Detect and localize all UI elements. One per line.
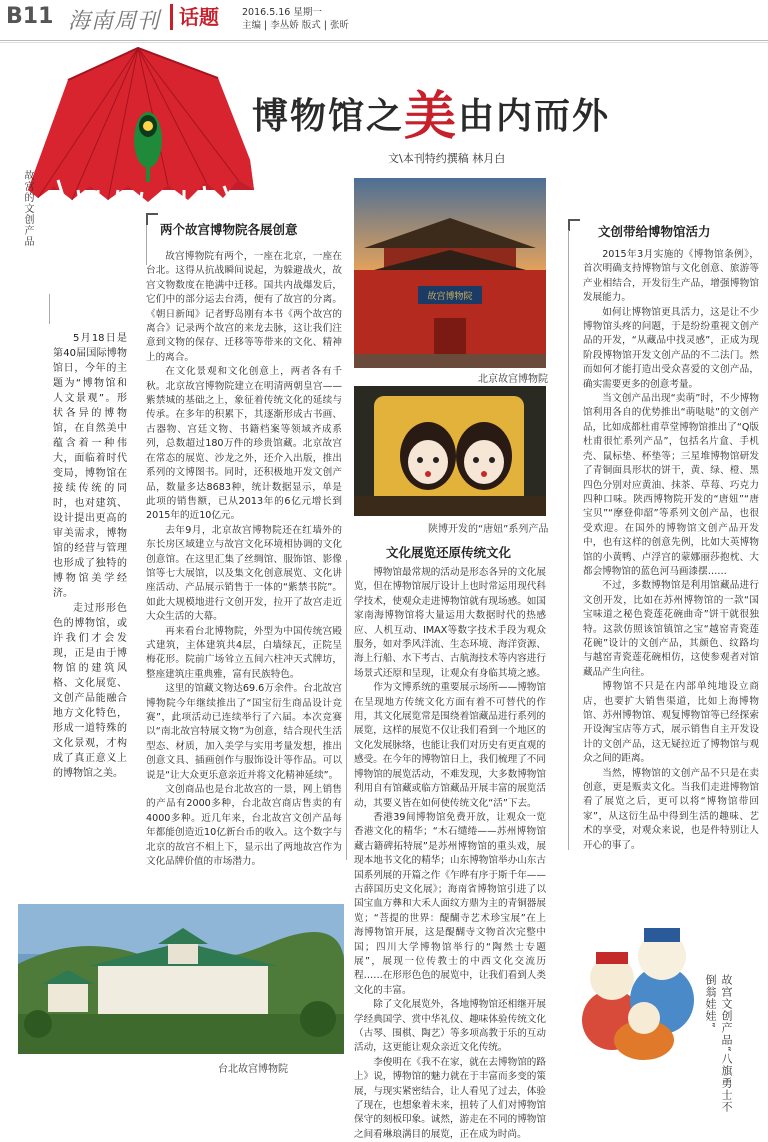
column-rule (346, 560, 347, 860)
paragraph: 去年9月，北京故宫博物院还在红墙外的东长房区域建立与故宫文化环境相协调的文化创意馆。在这里汇集了丝绸馆、服饰馆、影像馆等七大展馆，以及集文化创意展览、文化讲座活动、产品展示销售于一体的“紫禁书院”。如此大规模地进行文创开发，拉开了故宫走近大众生活的大幕。 (146, 524, 342, 623)
publication-logo: 海南周刊 (68, 9, 161, 34)
sidebar-paragraph: 5月18日是第40届国际博物馆日，今年的主题为“博物馆和人文景观”。形状各异的博物馆，在自然美中蕴含着一种伟大，面临着时代变局，博物馆在接续传统的同时，也对建筑、设计提出更高的审美需求，博物馆的经营与管理也形成了独特的博物馆美学经济。 (53, 333, 127, 599)
column-3 (583, 248, 759, 851)
umbrella-image (18, 40, 256, 220)
paragraph: 故宫博物院有两个，一座在北京，一座在台北。这得从抗战瞬间说起，为躲避战火，故宫文物数度在艳满中迁移。国共内战爆发后，它们中的部分运去台湾，便有了故宫的分离。《朝日新闻》记者野岛刚有本书《两个故宫的离合》记录两个故宫的来龙去脉，这让我们注意到文物的保存、迁移等等带来的文化、精神上的离合。 (146, 251, 342, 363)
tangniu-products-photo (354, 386, 546, 516)
title-emphasis: 美 (404, 86, 459, 147)
svg-text:故宫博物院: 故宫博物院 (427, 292, 473, 302)
paragraph: 博物馆最常规的活动是形态各异的文化展览，但在博物馆展厅设计上也时常运用现代科学技术，使观众走进博物馆就有现场感。如国家南海博物馆将大量运用大数据时代的热感应、人机互动、IMAX等数字技术手段为观众服务，如对季风洋流、生态环境、海洋资源、海上行船、水下考古、古航海技术等内容进行场景式还原和呈现，让观众有身临其境之感。 (354, 567, 546, 679)
section-3-title: 文创带给博物馆活力 (598, 224, 711, 239)
title-part-2: 由内而外 (458, 96, 611, 137)
paragraph: 博物馆不只是在内部单纯地设立商店，也要扩大销售渠道，比如上海博物馆、苏州博物馆、观复博物馆等已经探索开设淘宝店等方式，展示销售自主开发设计的文创产品，这无疑拉近了博物馆与观众之间的距离。 (583, 681, 759, 765)
paragraph: 除了文化展览外，各地博物馆还相继开展学经典国学、赏中华礼仪、趣味体验传统文化（古琴、围棋、陶艺）等多项高教于乐的互动活动，这更能让观众亲近文化传统。 (354, 999, 546, 1054)
editor-credits: 主编 | 李丛娇 版式 | 张昕 (242, 20, 350, 31)
column-1 (146, 250, 342, 890)
paragraph: 作为文博系统的重要展示场所——博物馆在呈现地方传统文化方面有着不可替代的作用，其文化展览常是围绕着馆藏品进行系列的展览，这样的展览不仅让我们看到一个地区的文化发展脉络，也能让我们对历史有更直观的感受。在今年的博物馆日上，我们梳理了不同博物馆的展览活动，不难发现，大多数博物馆利用自有馆藏或临方馆藏品开展丰富的展览活动，其要义皆在如何使传统文化“活”下去。 (354, 682, 546, 809)
section-2-title: 文化展览还原传统文化 (386, 545, 512, 560)
dolls-photo (574, 880, 700, 1060)
paragraph: 当然，博物馆的文创产品不只是在卖创意，更是贩卖文化。当我们走进博物馆看了展览之后，更可以将“博物馆带回家”，从这衍生品中得到生活的趣味、艺术的享受，对观众来说，也是件特别让人开心的事了。 (583, 767, 759, 851)
title-part-1: 博物馆之 (252, 96, 405, 137)
paragraph: 当文创产品出现“卖萌”时，不少博物馆利用各自的优势推出“萌哒哒”的文创产品，比如成都杜甫草堂博物馆推出了“Q版杜甫很忙系列产品”，包括名片盒、手机壳、鼠标垫、杯垫等；三星堆博物馆研发了青铜面具形状的饼干，黄、绿、橙、黑四色分别对应黄油、抹茶、草莓、巧克力四种口味。陕西博物院开发的“唐妞”“唐宝贝”“摩登仰韶”等系列文创产品，也很受欢迎。在国外的博物馆文创产品开发中，也有这样的创意先例，比如大英博物馆的小黄鸭、卢浮宫的蒙娜丽莎抱枕、大都会博物馆的蓝色河马画漆摆…… (583, 393, 759, 577)
paragraph: 这里的馆藏文物达69.6万余件。台北故宫博物院今年继续推出了“国宝衍生商品设计竞赛”，此项活动已连续举行了六届。本次竞赛以“南北故宫特展文物”为创意，结合现代生活型态、材质，加入美学与实用考量发想，推出创意文具、插画创作与服饰设计等作品。可以说是“让大众更乐意亲近并将文化精神延续”。 (146, 683, 342, 781)
dolls-caption: 故宫文创产品“八旗勇士不倒翁娃娃” (704, 974, 733, 1113)
paragraph: 文创商品也是台北故宫的一景，网上销售的产品有2000多种，台北故宫商店售卖的有4000多种。近几年来，台北故宫文创产品每年都能创造近10亿新台币的收入。这个数字与北京的故宫不相上下，显示出了两地故宫作为文化品牌价值的市场潜力。 (146, 784, 342, 868)
section-1-title: 两个故宫博物院各展创意 (160, 222, 298, 237)
page-number: B11 (6, 4, 54, 29)
section-bracket (568, 219, 580, 231)
umbrella-caption: 故宫的文创产品 (22, 170, 33, 247)
paragraph: 2015年3月实施的《博物馆条例》，首次明确支持博物馆与文化创意、旅游等产业相结合，开发衍生产品，增强博物馆发展能力。 (583, 249, 759, 304)
paragraph: 不过，多数博物馆是利用馆藏品进行文创开发，比如在苏州博物馆的一款“国宝味道之秘色瓷莲花碗曲奇”饼干就很独特。这款仿照该馆镇馆之宝“越窑青瓷莲花碗”设计的文创产品，其颜色、纹路均与越窑青瓷莲花碗相仿，这使参观者对馆藏品产生向往。 (583, 580, 759, 678)
beijing-caption: 北京故宫博物院 (478, 374, 548, 385)
issue-date: 2016.5.16 星期一 (242, 7, 322, 18)
section-bracket (146, 213, 158, 225)
column-2 (354, 566, 546, 1140)
issue-meta (242, 6, 349, 32)
sidebar-rule (49, 294, 50, 324)
taipei-museum-photo (18, 904, 344, 1054)
paragraph: 如何让博物馆更具活力，这是让不少博物馆头疼的问题，于是纷纷重视文创产品的开发，“从藏品中找灵感”，正成为现阶段博物馆开发文创产品的不二法门。然而如何才能打造出受众喜爱的文创产品，确实需要更多的创意考量。 (583, 306, 759, 390)
section-tag: 话题 (170, 4, 219, 30)
paragraph: 再来看台北博物院，外型为中国传统宫殿式建筑，主体建筑共4层，白墙绿瓦，正院呈梅花形。院前广场耸立五间六柱冲天式牌坊，整座建筑庄重典雅，富有民族特色。 (146, 625, 342, 680)
beijing-museum-photo (354, 178, 546, 368)
taipei-caption: 台北故宫博物院 (218, 1064, 288, 1075)
article-title (252, 74, 610, 149)
paragraph: 香港39间博物馆免费开放，让观众一览香港文化的精华；“木石缱绻——苏州博物馆藏古籍碑拓特展”是苏州博物馆的重头戏，展现本地书文化的精华；山东博物馆举办山东古国系列展的开篇之作《乍晔有序于斯千年——古薛国历史文化展》；海南省博物馆引进了以国宝血方彝和大禾人面纹方鼎为主的青铜器展览；“菩提的世界：醍醐寺艺术珍宝展”在上海博物馆开展，这是醍醐寺文物首次完整中国；四川大学博物馆举行的“陶然士专题展”，展现一位传教士的中西文化交流历程……在形形色色的展览中，让我们看到人类文化的丰富。 (354, 811, 546, 996)
column-rule (568, 230, 569, 850)
sidebar-paragraph: 走过形形色色的博物馆，或许我们才会发现，正是由于博物馆的建筑风格、文化展览、文创产品能融合地方文化特色，形成一道特殊的文化景观，才构成了真正意义上的博物馆之美。 (53, 603, 127, 779)
tangniu-caption: 陕博开发的“唐妞”系列产品 (428, 524, 549, 535)
paragraph: 李俊明在《我不在家，就在去博物馆的路上》说，博物馆的魅力就在于丰富而多变的策展，与现实紧密结合，让人看见了过去，体验了现在，也想象着未来，扭转了人们对博物馆保守的刻板印象。诚然，游走在不同的博物馆之间看琳琅满目的展览，正在成为时尚。 (354, 1056, 546, 1140)
paragraph: 在文化景观和文化创意上，两者各有千秋。北京故宫博物院建立在明清两朝皇宫——紫禁城的基础之上，象征着传统文化的延续与传承。在多年的积累下，其逐渐形成古书画、古器物、宫廷文物、书籍档案等领域齐成系列，总数超过180万件的珍贵馆藏。北京故宫在常态的展览、沙龙之外，还介入出版，推出系列的文博图书。同时，还积极地开发文创产品，数量多达8683种，统计数据显示，单是此项的销售额，已从2013年的6亿元增长到2015年的近10亿元。 (146, 366, 342, 522)
byline: 文\本刊特约撰稿 林月白 (388, 152, 506, 165)
sidebar-intro (53, 331, 127, 781)
